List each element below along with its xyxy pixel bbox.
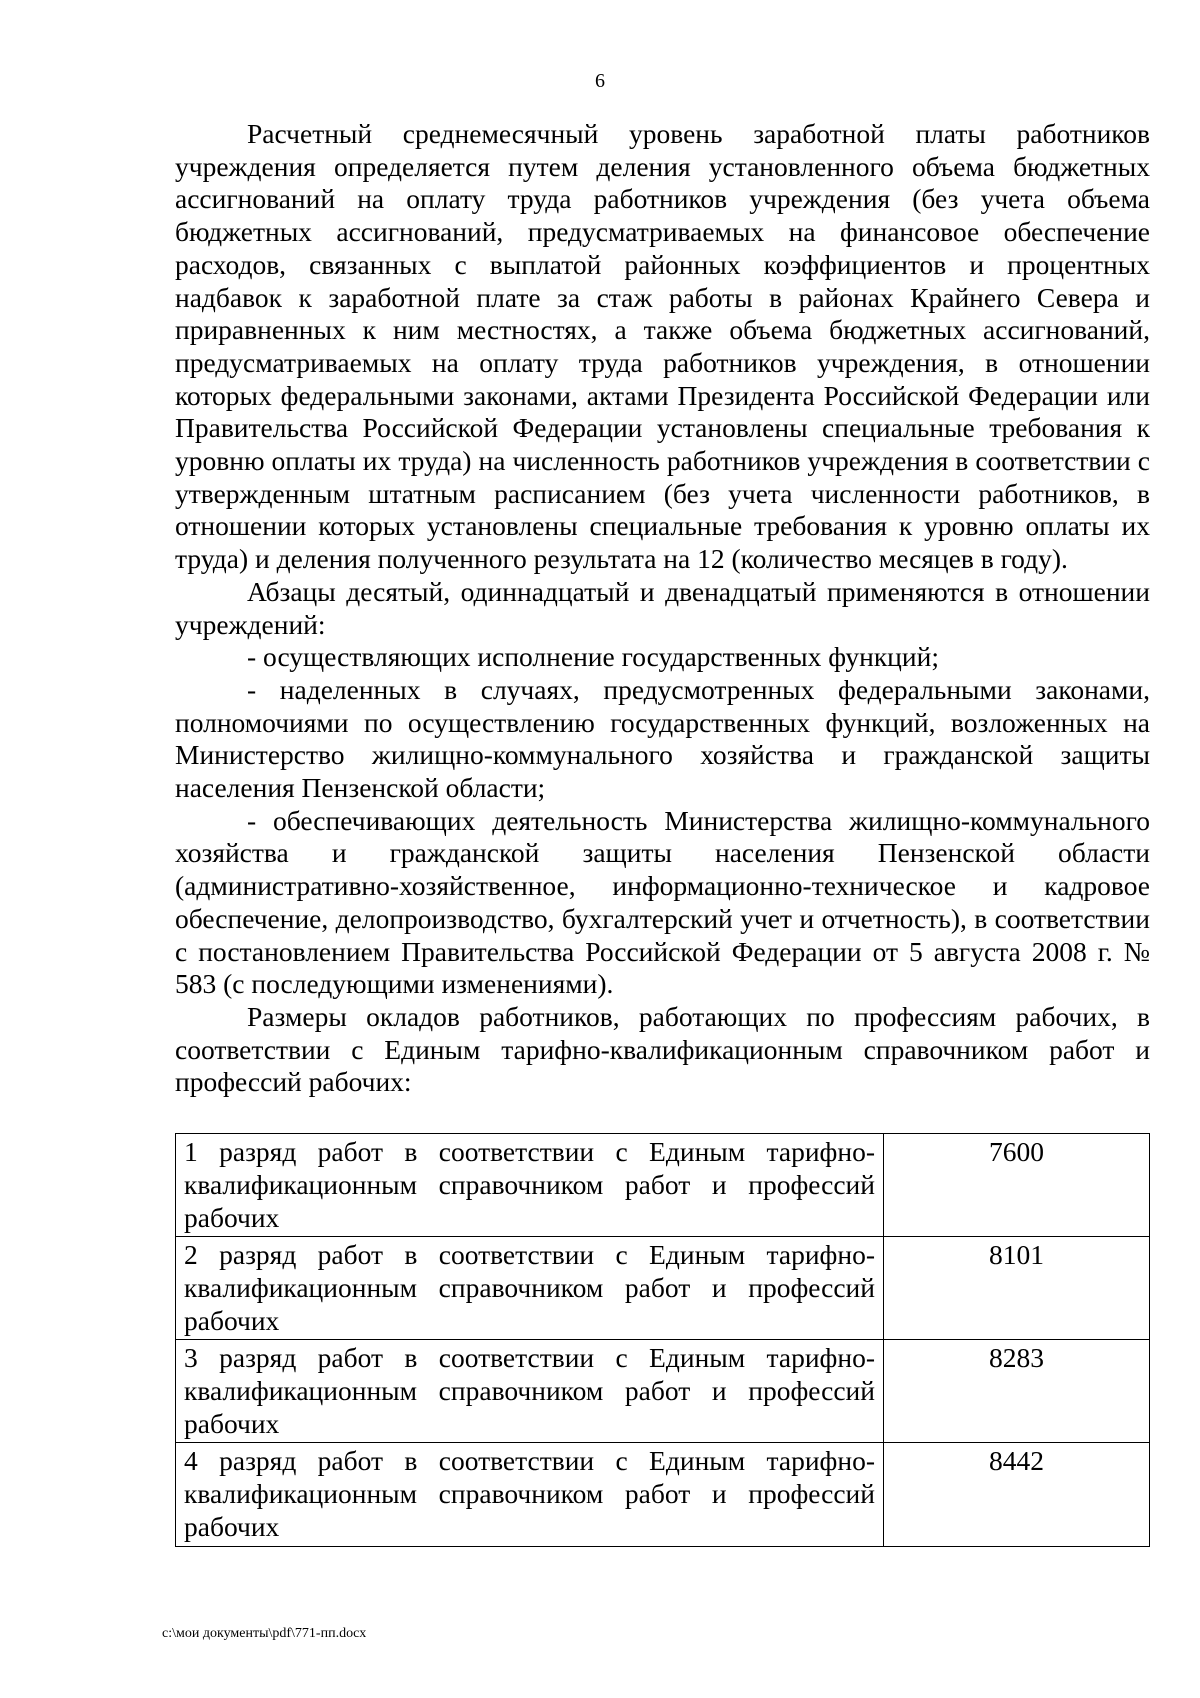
table-cell-description: 1 разряд работ в соответствии с Единым тарифно-квалификационным справочником работ и профессий рабочих [176, 1134, 884, 1237]
table-cell-value: 8442 [884, 1443, 1150, 1546]
salary-rates-table [175, 1133, 1150, 1546]
table-row [176, 1134, 1150, 1237]
paragraph-applicability: Абзацы десятый, одиннадцатый и двенадцатый применяются в отношении учреждений: [175, 575, 1150, 640]
page-number: 6 [595, 70, 605, 92]
list-item: - наделенных в случаях, предусмотренных федеральными законами, полномочиями по осуществлению государственных функций, возложенных на Министерство жилищно-коммунального хозяйства и гражданской защиты населения Пензенской области; [175, 673, 1150, 804]
table-cell-description: 2 разряд работ в соответствии с Единым тарифно-квалификационным справочником работ и профессий рабочих [176, 1237, 884, 1340]
paragraph-salary-calculation: Расчетный среднемесячный уровень заработной платы работников учреждения определяется путем деления установленного объема бюджетных ассигнований на оплату труда работников учреждения (без учета объема бюджетных ассигнований, предусматриваемых на финансовое обеспечение расходов, связанных с выплатой районных коэффициентов и процентных надбавок к заработной плате за стаж работы в районах Крайнего Севера и приравненных к ним местностях, а также объема бюджетных ассигнований, предусматриваемых на оплату труда работников учреждения, в отношении которых федеральными законами, актами Президента Российской Федерации или Правительства Российской Федерации установлены специальные требования к уровню оплаты их труда) на численность работников учреждения в соответствии с утвержденным штатным расписанием (без учета численности работников, в отношении которых установлены специальные требования к уровню оплаты их труда) и деления полученного результата на 12 (количество месяцев в году). [175, 118, 1150, 575]
table-cell-value: 7600 [884, 1134, 1150, 1237]
footer-file-path: c:\мои документы\pdf\771-пп.docx [162, 1626, 367, 1641]
table-row [176, 1443, 1150, 1546]
table-cell-value: 8101 [884, 1237, 1150, 1340]
table-cell-value: 8283 [884, 1340, 1150, 1443]
table-cell-description: 4 разряд работ в соответствии с Единым тарифно-квалификационным справочником работ и профессий рабочих [176, 1443, 884, 1546]
paragraph-salary-sizes: Размеры окладов работников, работающих по профессиям рабочих, в соответствии с Единым тарифно-квалификационным справочником работ и профессий рабочих: [175, 1000, 1150, 1098]
table-row [176, 1340, 1150, 1443]
document-body [175, 118, 1150, 1547]
list-item: - осуществляющих исполнение государственных функций; [247, 641, 939, 673]
table-cell-description: 3 разряд работ в соответствии с Единым тарифно-квалификационным справочником работ и профессий рабочих [176, 1340, 884, 1443]
table-row [176, 1237, 1150, 1340]
list-item: - обеспечивающих деятельность Министерства жилищно-коммунального хозяйства и гражданской защиты населения Пензенской области (административно-хозяйственное, информационно-техническое и кадровое обеспечение, делопроизводство, бухгалтерский учет и отчетность), в соответствии с постановлением Правительства Российской Федерации от 5 августа 2008 г. № 583 (с последующими изменениями). [175, 804, 1150, 1000]
